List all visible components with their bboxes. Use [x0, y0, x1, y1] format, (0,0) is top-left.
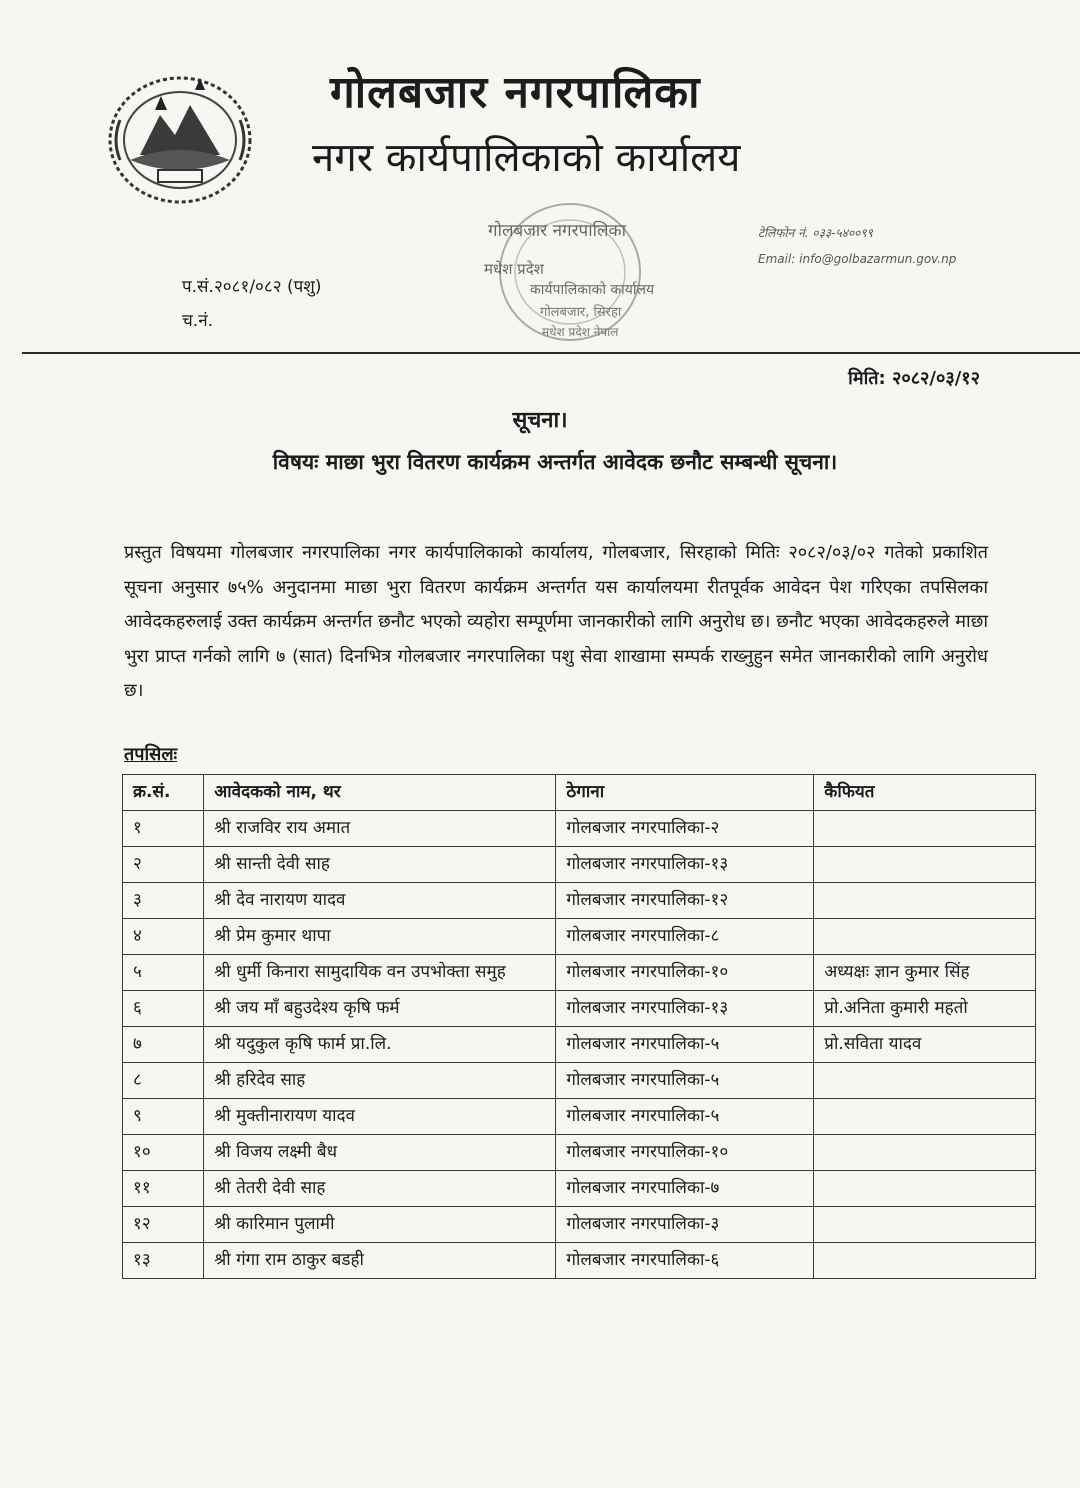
cell-remarks [814, 1063, 1036, 1099]
cell-address: गोलबजार नगरपालिका-१० [556, 955, 814, 991]
cell-name: श्री मुक्तीनारायण यादव [204, 1099, 556, 1135]
col-address-header: ठेगाना [556, 775, 814, 811]
notice-body: प्रस्तुत विषयमा गोलबजार नगरपालिका नगर कार्यपालिकाको कार्यालय, गोलबजार, सिरहाको मितिः २०८२/०३/०२ गतेको प्रकाशित सूचना अनुसार ७५% अनुदानमा माछा भुरा वितरण कार्यक्रम अन्तर्गत यस कार्यालयमा रीतपूर्वक आवेदन पेश गरिएका तपसिलका आवेदकहरुलाई उक्त कार्यक्रम अन्तर्गत छनौट भएको व्यहोरा सम्पूर्णमा जानकारीको लागि अनुरोध छ। छनौट भएका आवेदकहरुले माछा भुरा प्राप्त गर्नको लागि ७ (सात) दिनभित्र गोलबजार नगरपालिका पशु सेवा शाखामा सम्पर्क राख्नुहुन समेत जानकारीको लागि अनुरोध छ। [124, 542, 988, 701]
cell-serial: ३ [123, 883, 204, 919]
table-row [123, 1027, 1036, 1063]
cell-address: गोलबजार नगरपालिका-१२ [556, 883, 814, 919]
table-row [123, 1171, 1036, 1207]
contact-info [758, 220, 956, 272]
ref-number: प.सं.२०८१/०८२ (पशु) [182, 277, 322, 297]
phone-number: टेलिफोन नं. ०३३-५४००९९ [758, 226, 873, 240]
stamp-line-2: मधेश प्रदेश [484, 260, 544, 278]
cell-address: गोलबजार नगरपालिका-२ [556, 811, 814, 847]
cell-address: गोलबजार नगरपालिका-५ [556, 1063, 814, 1099]
nepal-emblem-logo [100, 60, 260, 210]
cell-address: गोलबजार नगरपालिका-८ [556, 919, 814, 955]
cell-remarks [814, 1135, 1036, 1171]
header-divider [22, 352, 1080, 354]
cell-remarks: प्रो.अनिता कुमारी महतो [814, 991, 1036, 1027]
cell-name: श्री देव नारायण यादव [204, 883, 556, 919]
cell-serial: ७ [123, 1027, 204, 1063]
cell-address: गोलबजार नगरपालिका-६ [556, 1243, 814, 1279]
cell-address: गोलबजार नगरपालिका-३ [556, 1207, 814, 1243]
cell-name: श्री प्रेम कुमार थापा [204, 919, 556, 955]
email-address: Email: info@golbazarmun.gov.np [758, 252, 957, 266]
cell-name: श्री तेतरी देवी साह [204, 1171, 556, 1207]
cell-name: श्री जय माँ बहुउदेश्य कृषि फर्म [204, 991, 556, 1027]
cell-address: गोलबजार नगरपालिका-१० [556, 1135, 814, 1171]
cell-name: श्री हरिदेव साह [204, 1063, 556, 1099]
table-row [123, 991, 1036, 1027]
cell-serial: ११ [123, 1171, 204, 1207]
stamp-line-3: कार्यपालिकाको कार्यालय [530, 282, 655, 298]
cell-name: श्री कारिमान पुलामी [204, 1207, 556, 1243]
cell-serial: १३ [123, 1243, 204, 1279]
col-remarks-header: कैफियत [814, 775, 1036, 811]
cell-address: गोलबजार नगरपालिका-५ [556, 1027, 814, 1063]
table-row [123, 1243, 1036, 1279]
notice-title: सूचना। [512, 408, 568, 433]
notice-date: मिति: २०८२/०३/१२ [848, 368, 980, 389]
table-row [123, 1135, 1036, 1171]
cell-remarks [814, 1207, 1036, 1243]
cell-address: गोलबजार नगरपालिका-५ [556, 1099, 814, 1135]
cell-remarks [814, 1099, 1036, 1135]
cell-serial: ५ [123, 955, 204, 991]
cell-serial: ८ [123, 1063, 204, 1099]
table-row [123, 1063, 1036, 1099]
table-header-row [123, 775, 1036, 811]
table-row [123, 1207, 1036, 1243]
cell-serial: ९ [123, 1099, 204, 1135]
cell-name: श्री राजविर राय अमात [204, 811, 556, 847]
stamp-line-1: गोलबजार नगरपालिका [488, 221, 626, 241]
details-label: तपसिलः [124, 744, 178, 765]
table-row [123, 919, 1036, 955]
cell-address: गोलबजार नगरपालिका-१३ [556, 991, 814, 1027]
cell-address: गोलबजार नगरपालिका-७ [556, 1171, 814, 1207]
table-row [123, 847, 1036, 883]
cell-name: श्री विजय लक्ष्मी बैध [204, 1135, 556, 1171]
cell-remarks [814, 1243, 1036, 1279]
cell-serial: ४ [123, 919, 204, 955]
official-stamp [470, 192, 660, 352]
org-name: गोलबजार नगरपालिका [330, 67, 701, 118]
cell-name: श्री धुर्मी किनारा सामुदायिक वन उपभोक्ता समुह [204, 955, 556, 991]
cell-remarks [814, 811, 1036, 847]
applicant-table [122, 774, 1036, 1279]
cell-remarks [814, 847, 1036, 883]
cell-remarks [814, 919, 1036, 955]
dispatch-number: च.नं. [182, 311, 214, 331]
notice-subject: विषयः माछा भुरा वितरण कार्यक्रम अन्तर्गत आवेदक छनौट सम्बन्धी सूचना। [272, 450, 838, 474]
reference-block [182, 270, 321, 338]
table-row [123, 955, 1036, 991]
cell-name: श्री सान्ती देवी साह [204, 847, 556, 883]
table-row [123, 811, 1036, 847]
stamp-line-5: मधेश प्रदेश नेपाल [542, 325, 619, 339]
cell-name: श्री यदुकुल कृषि फार्म प्रा.लि. [204, 1027, 556, 1063]
cell-remarks: अध्यक्षः ज्ञान कुमार सिंह [814, 955, 1036, 991]
cell-remarks: प्रो.सविता यादव [814, 1027, 1036, 1063]
cell-name: श्री गंगा राम ठाकुर बडही [204, 1243, 556, 1279]
cell-serial: १२ [123, 1207, 204, 1243]
cell-serial: २ [123, 847, 204, 883]
table-row [123, 883, 1036, 919]
cell-serial: ६ [123, 991, 204, 1027]
stamp-line-4: गोलबजार, सिरहा [540, 305, 622, 320]
cell-address: गोलबजार नगरपालिका-१३ [556, 847, 814, 883]
col-serial-header: क्र.सं. [123, 775, 204, 811]
cell-remarks [814, 883, 1036, 919]
table-row [123, 1099, 1036, 1135]
cell-serial: १० [123, 1135, 204, 1171]
cell-serial: १ [123, 811, 204, 847]
cell-remarks [814, 1171, 1036, 1207]
col-name-header: आवेदकको नाम, थर [204, 775, 556, 811]
office-name: नगर कार्यपालिकाको कार्यालय [312, 135, 741, 181]
